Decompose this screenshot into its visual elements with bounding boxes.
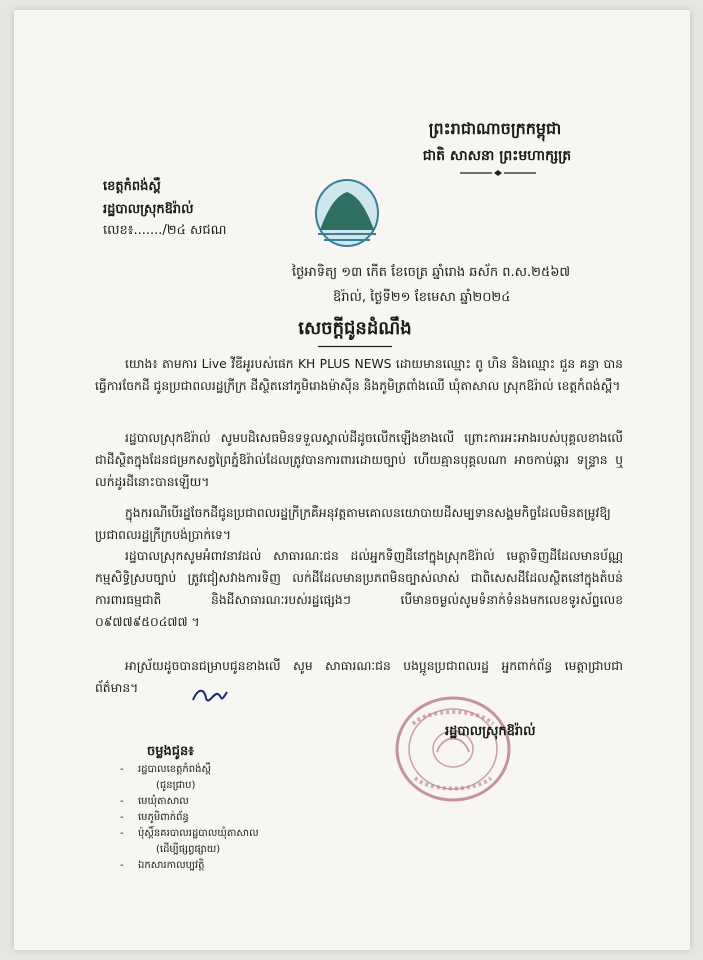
list-item: - មេឃុំតាសាល bbox=[120, 794, 259, 810]
list-item: - មេភូមិពាក់ព័ន្ធ bbox=[120, 810, 259, 826]
signatory-title: រដ្ឋបាលស្រុកឱរ៉ាល់ bbox=[445, 724, 536, 739]
copy-to-heading: ចម្លងជូន៖ bbox=[147, 744, 194, 759]
lunar-date: ថ្ងៃអាទិត្យ ១៣ កើត ខែចេត្រ ឆ្នាំរោង ឆស័ក ព.ស.២៥៦៧ bbox=[292, 265, 571, 280]
list-item-note: (ដើម្បីផ្សព្វផ្សាយ) bbox=[156, 844, 221, 855]
kingdom-heading: ព្រះរាជាណាចក្រកម្ពុជា bbox=[428, 119, 562, 138]
issuer-district: រដ្ឋបាលស្រុកឱរ៉ាល់ bbox=[103, 202, 194, 217]
national-motto: ជាតិ សាសនា ព្រះមហាក្សត្រ bbox=[422, 148, 572, 164]
list-item: - ឯកសារកាលប្បវត្តិ bbox=[120, 858, 259, 874]
list-item: - ប៉ុស្តិ៍នគរបាលរដ្ឋបាលឃុំតាសាល bbox=[120, 826, 259, 842]
district-logo-icon bbox=[314, 178, 380, 248]
list-item-note: (ជូនជ្រាប) bbox=[156, 780, 196, 791]
body-paragraph-closing: អាស្រ័យដូចបានជម្រាបជូនខាងលើ សូម សាធារណៈជន បងប្អូនប្រជាពលរដ្ឋ អ្នកពាក់ព័ន្ធ មេត្តាជ្រាបជាព័ត៌មាន។ bbox=[95, 659, 623, 695]
reference-number: លេខ៖......./២៤ សជណ bbox=[103, 223, 227, 238]
body-paragraph-reference: យោង៖ តាមការ Live វីឌីអូរបស់ផេក KH PLUS NEWS ដោយមានឈ្មោះ ពូ ហិន និងឈ្មោះ ជួន គន្ធា បានធ្វើការចែកដី ជូនប្រជាពលរដ្ឋក្រីក្រ ដីស្ថិតនៅភូមិរោងម៉ាស៊ីន និងភូមិត្រពាំងឈើ ឃុំតាសាល ស្រុកឱរ៉ាល់ ខេត្តកំពង់ស្ពឺ។ bbox=[95, 357, 623, 393]
body-paragraph-policy: ក្នុងករណីបើរដ្ឋចែកដីជូនប្រជាពលរដ្ឋក្រីក្រគឺអនុវត្តតាមគោលនយោបាយដីសម្បទានសង្គមកិច្ចដែលមិនតម្រូវឱ្យប្រជាពលរដ្ឋក្រីក្របង់ប្រាក់ទេ។ bbox=[95, 506, 611, 542]
title-divider-icon bbox=[316, 344, 394, 349]
list-item: - រដ្ឋបាលខេត្តកំពង់ស្ពឺ bbox=[120, 762, 259, 778]
ornament-divider-icon bbox=[458, 170, 538, 176]
body-paragraph-rejection: រដ្ឋបាលស្រុកឱរ៉ាល់ សូមបដិសេធមិនទទួលស្គាល់ដីដូចលើកឡើងខាងលើ ព្រោះការអះអាងរបស់បុគ្គលខាងលើ ជាដីស្ថិតក្នុងដែនជម្រកសត្វព្រៃភ្នំឱរ៉ាល់ដែលត្រូវបានការពារដោយច្បាប់ ហើយគ្មានបុគ្គលណា អាចកាប់ឆ្ការ ទន្ទ្រាន ឬលក់ដូរដីនោះបានឡើយ។ bbox=[95, 431, 623, 489]
copy-to-list bbox=[120, 762, 259, 874]
body-paragraph-appeal: រដ្ឋបាលស្រុកសូមអំពាវនាវដល់ សាធារណៈជន ដល់អ្នកទិញដីនៅក្នុងស្រុកឱរ៉ាល់ មេត្តាទិញដីដែលមានប័ណ្ណកម្មសិទ្ធិស្របច្បាប់ ត្រូវជៀសវាងការទិញ លក់ដីដែលមានប្រភពមិនច្បាស់លាស់ ជាពិសេសដីដែលស្ថិតនៅក្នុងតំបន់ការពារធម្មជាតិ និងដីសាធារណៈរបស់រដ្ឋផ្សេងៗ បើមានចម្ងល់សូមទំនាក់ទំនងមកលេខទូរស័ព្ទលេខ ០៩៧៧៩៥០៤៧៧ ។ bbox=[95, 549, 623, 629]
issuer-province: ខេត្តកំពង់ស្ពឺ bbox=[103, 179, 161, 194]
official-seal-icon bbox=[393, 694, 513, 804]
document-title: សេចក្តីជូនដំណឹង bbox=[298, 318, 412, 339]
issue-date: ឱរ៉ាល់, ថ្ងៃទី២១ ខែមេសា ឆ្នាំ២០២៤ bbox=[333, 290, 511, 305]
initial-mark-icon bbox=[190, 684, 230, 708]
